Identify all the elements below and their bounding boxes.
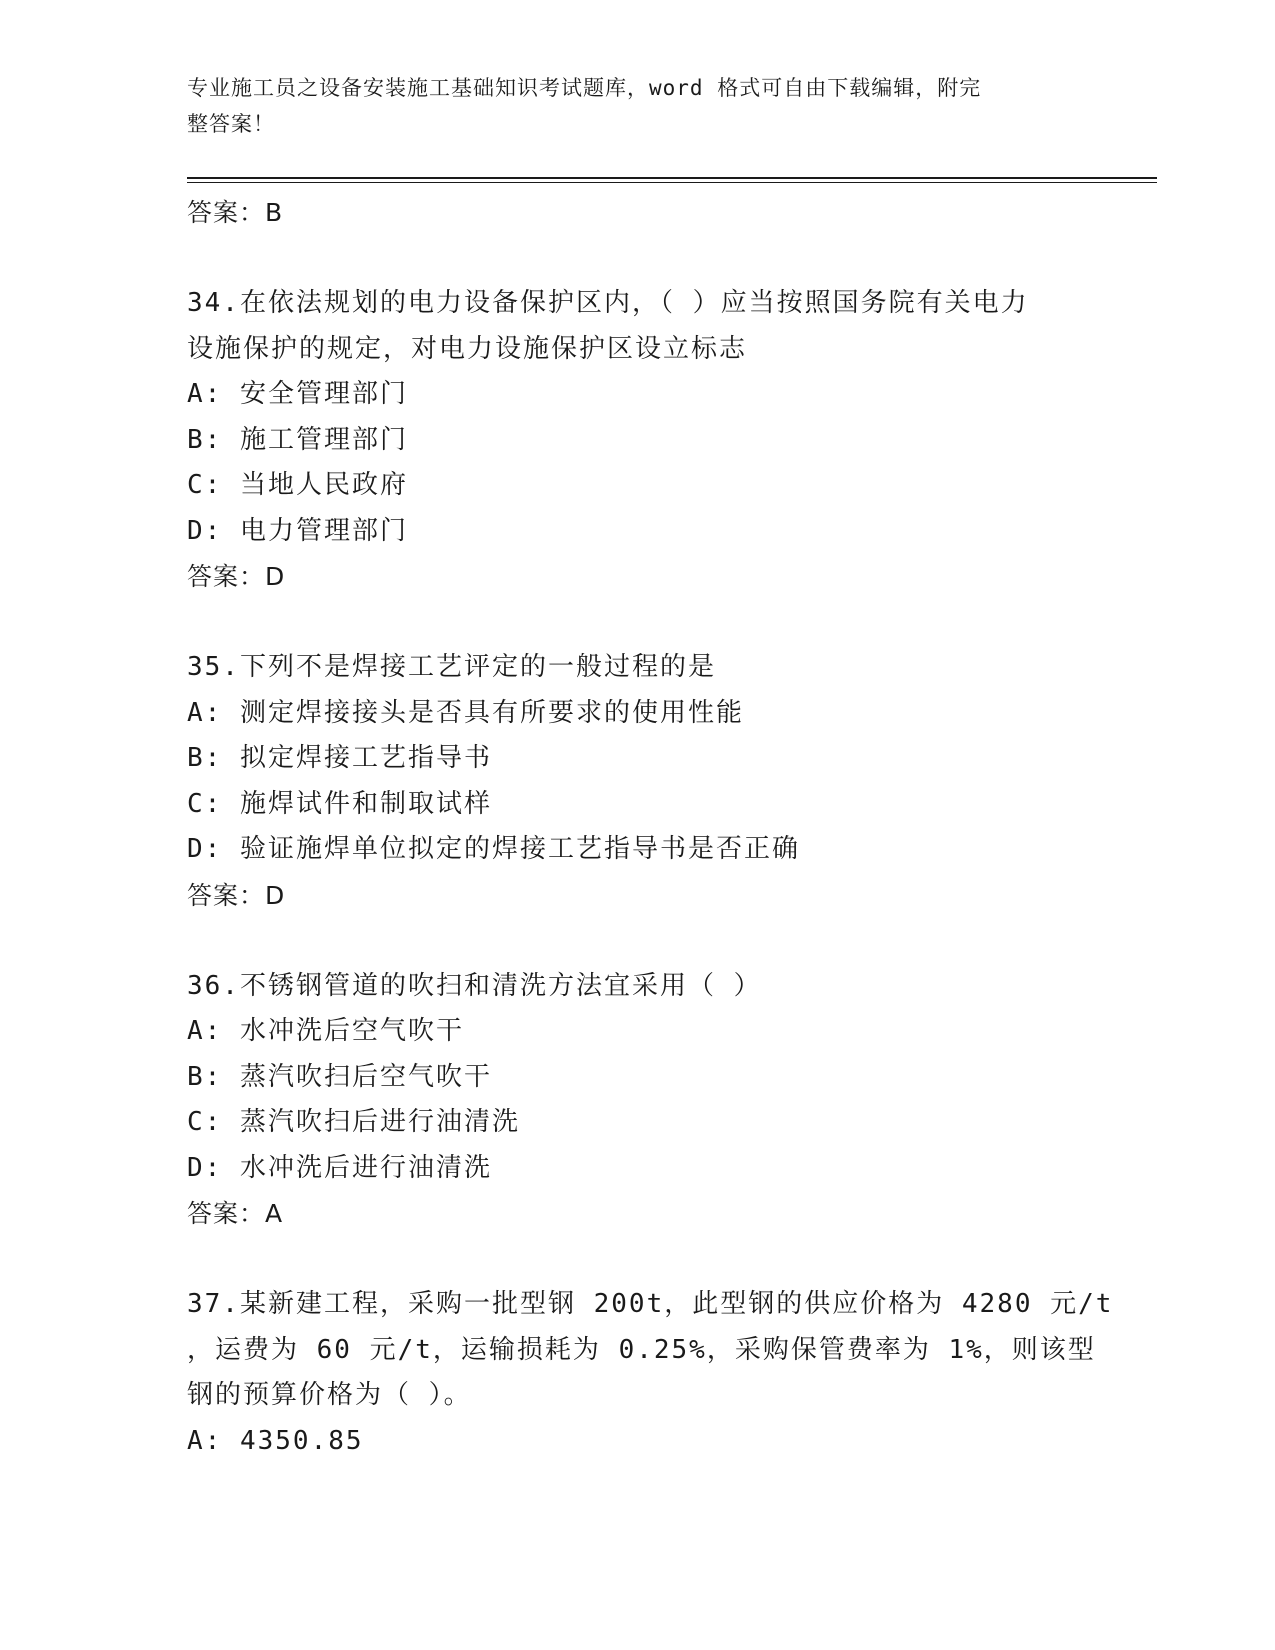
question-text: 钢的预算价格为（ ）。 [187, 1380, 472, 1410]
answer-33: 答案：B [187, 198, 284, 227]
header-divider-thin [187, 182, 1157, 183]
question-35 [187, 645, 1067, 919]
option-a: A: 测定焊接接头是否具有所要求的使用性能 [187, 697, 744, 728]
question-text: 设施保护的规定，对电力设施保护区设立标志 [187, 333, 748, 364]
header-line-1: 专业施工员之设备安装施工基础知识考试题库，word 格式可自由下载编辑，附完 [187, 76, 982, 100]
option-a: A: 4350.85 [187, 1425, 364, 1456]
answer: 答案：D [187, 880, 286, 910]
option-b: B: 拟定焊接工艺指导书 [187, 743, 492, 773]
question-text: ，运费为 60 元/t，运输损耗为 0.25%，采购保管费率为 1%，则该型 [187, 1334, 1096, 1365]
option-b: B: 施工管理部门 [187, 424, 408, 455]
spacer [187, 1237, 1067, 1282]
option-c: C: 蒸汽吹扫后进行油清洗 [187, 1107, 520, 1137]
question-37 [187, 1282, 1114, 1464]
option-a: A: 安全管理部门 [187, 379, 408, 409]
spacer [187, 600, 1067, 645]
option-d: D: 电力管理部门 [187, 515, 408, 546]
option-b: B: 蒸汽吹扫后空气吹干 [187, 1061, 492, 1092]
question-list [187, 190, 1114, 1464]
header-divider [187, 177, 1157, 179]
question-text: 35.下列不是焊接工艺评定的一般过程的是 [187, 652, 716, 682]
answer: 答案：A [187, 1199, 284, 1228]
option-c: C: 施焊试件和制取试样 [187, 788, 492, 819]
option-c: C: 当地人民政府 [187, 470, 408, 500]
question-34 [187, 281, 1067, 600]
header-line-2: 整答案！ [187, 112, 275, 136]
question-text: 34.在依法规划的电力设备保护区内，（ ）应当按照国务院有关电力 [187, 288, 1029, 318]
option-a: A: 水冲洗后空气吹干 [187, 1016, 464, 1046]
question-text: 36.不锈钢管道的吹扫和清洗方法宜采用（ ） [187, 970, 762, 1001]
question-36 [187, 964, 1067, 1238]
option-d: D: 水冲洗后进行油清洗 [187, 1152, 492, 1183]
option-d: D: 验证施焊单位拟定的焊接工艺指导书是否正确 [187, 834, 800, 864]
page-header [187, 70, 1087, 142]
question-text: 37.某新建工程，采购一批型钢 200t，此型钢的供应价格为 4280 元/t [187, 1289, 1114, 1319]
spacer [187, 919, 1067, 964]
spacer [187, 236, 1067, 281]
answer: 答案：D [187, 562, 286, 591]
